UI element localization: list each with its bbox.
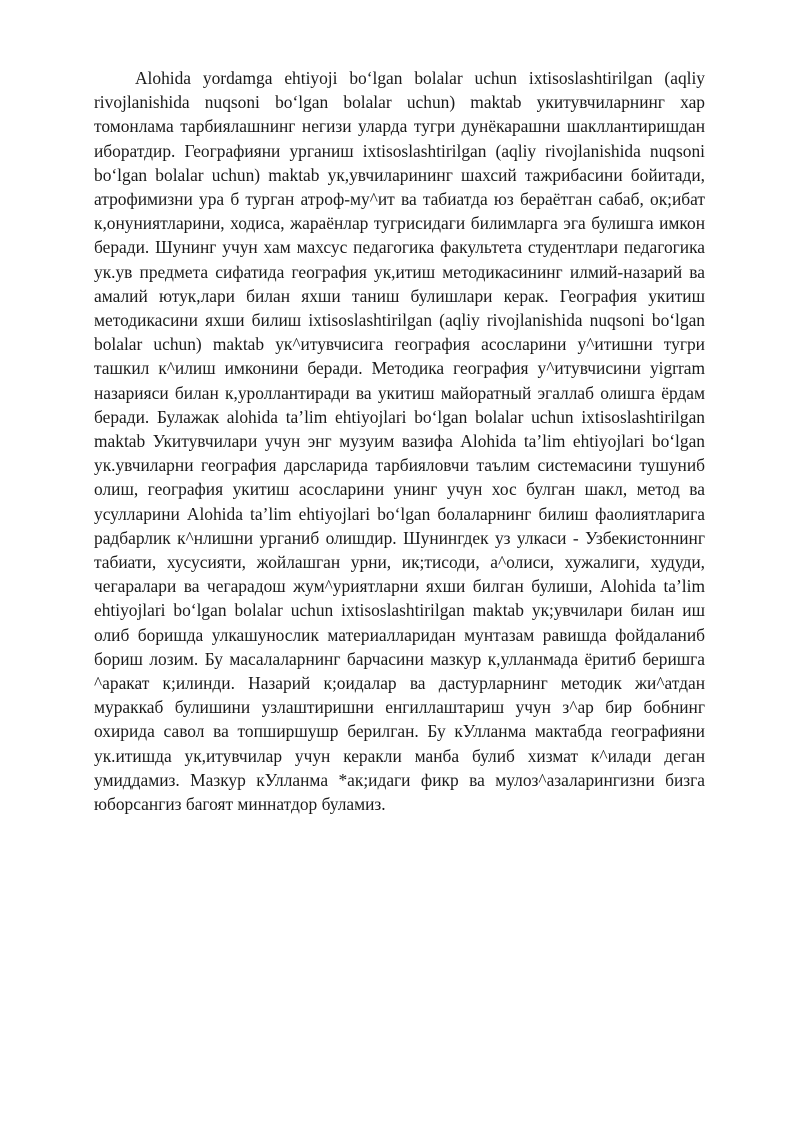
body-paragraph: Alohida yordamga ehtiyoji bo‘lgan bolalar uchun ixtisoslashtirilgan (aqliy rivojlanishida nuqsoni bo‘lgan bolalar uchun) maktab укитувчиларнинг хар томонлама тарбиялашнинг негизи уларда тугри дунёкарашни шакллантиришдан иборатдир. Географияни урганиш ixtisoslashtirilgan (aqliy rivojlanishida nuqsoni bo‘lgan bolalar uchun) maktab ук,увчиларининг шахсий тажрибасини бойитади, атрофимизни ура б турган атроф-му^ит ва табиатда юз бераётган сабаб, ок;ибат к,онуниятларини, ходиса, жараёнлар тугрисидаги билимларга эга булишга имкон беради. Шунинг учун хам махсус педагогика факультета студентлари педагогика ук.ув предмета сифатида география ук,итиш методикасининг илмий-назарий ва амалий ютук,лари билан яхши таниш булишлари керак. География укитиш методикасини яхши билиш ixtisoslashtirilgan (aqliy rivojlanishida nuqsoni bo‘lgan bolalar uchun) maktab ук^итувчисига география асосларини у^итишни тугри ташкил к^илиш имконини беради. Методика география у^итувчисини yigrram назарияси билан к,уроллантиради ва укитиш майоратный эгаллаб олишга ёрдам беради. Булажак alohida ta’lim ehtiyojlari bo‘lgan bolalar uchun ixtisoslashtirilgan maktab Укитувчилари учун энг музуим вазифа Alohida ta’lim ehtiyojlari bo‘lgan ук.увчиларни география дарсларида тарбияловчи таълим системасини тушуниб олиш, география укитиш асосларини унинг учун хос булган шакл, метод ва усулларини Alohida ta’lim ehtiyojlari bo‘lgan болаларнинг билиш фаолиятларига радбарлик к^нлишни урганиб олишдир. Шунингдек уз улкаси - Узбекистоннинг табиати, хусусияти, жойлашган урни, ик;тисоди, а^олиси, хужалиги, худуди, чегаралари ва чегарадош жум^уриятларни яхши билган булиши, Alohida ta’lim ehtiyojlari bo‘lgan bolalar uchun ixtisoslashtirilgan maktab ук;увчилари билан иш олиб боришда улкашунослик материалларидан мунтазам равишда фойдаланиб бориш лозим. Бу масалаларнинг барчасини мазкур к,улланмада ёритиб беришга ^аракат к;илинди. Назарий к;оидалар ва дастурларнинг методик жи^атдан мураккаб булишини узлаштиришни енгиллаштариш учун з^ар бир бобнинг охирида савол ва топширшушр берилган. Бу кУлланма мактабда географияни ук.итишда ук,итувчилар учун керакли манба булиб хизмат к^илади деган умиддамиз. Мазкур кУлланма *ак;идаги фикр ва мулоз^азаларингизни бизга юборсангиз багоят миннатдор буламиз.	[94, 68, 705, 815]
document-page	[94, 66, 705, 816]
